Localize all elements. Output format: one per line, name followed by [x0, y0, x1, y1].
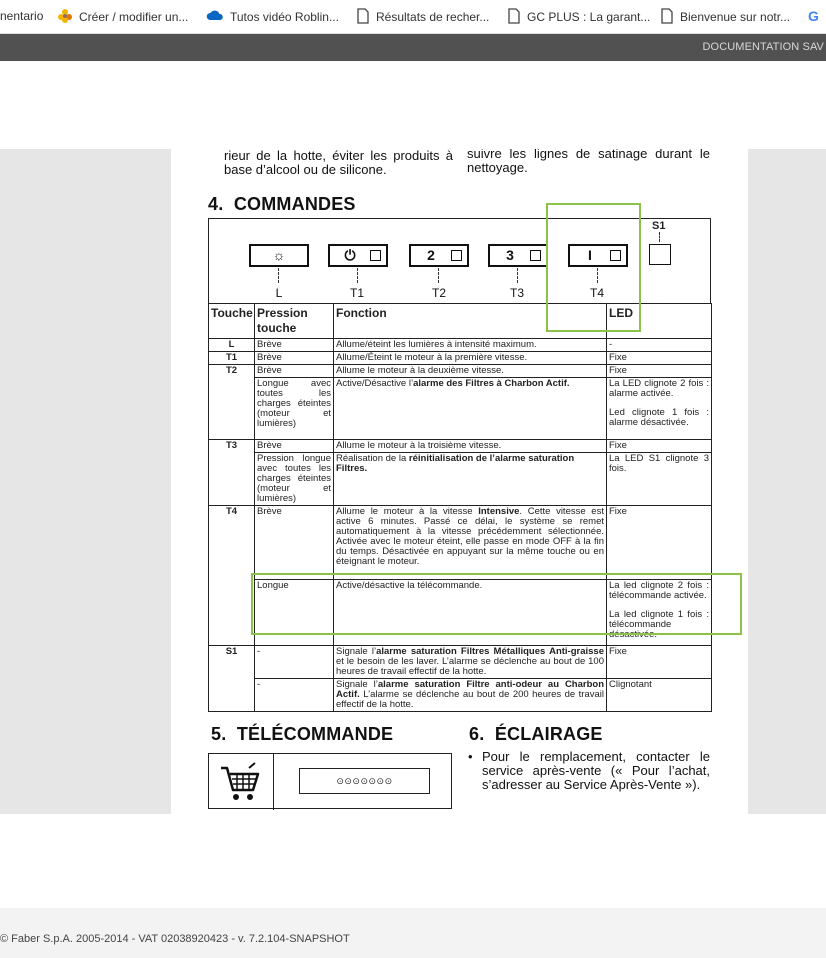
- key-symbol: 3: [506, 247, 514, 263]
- key-light: [249, 244, 309, 267]
- cell-press: -: [255, 646, 334, 679]
- bookmark-item[interactable]: [660, 8, 790, 26]
- text-run: Signale l’: [336, 646, 377, 657]
- bookmark-item[interactable]: [57, 8, 188, 26]
- cell-function: Allume le moteur à la troisième vitesse.: [334, 440, 607, 453]
- shopping-cart-icon: [219, 762, 261, 804]
- cell-function: Allume/éteint les lumières à intensité maximum.: [334, 339, 607, 352]
- key-label: T2: [431, 286, 446, 300]
- cell-function: Allume le moteur à la deuxième vitesse.: [334, 365, 607, 378]
- header-pression: Pression touche: [255, 304, 334, 339]
- header-led: LED: [607, 304, 712, 339]
- cell-press: Longue avec toutes les charges éteintes (moteur et lumières): [255, 378, 334, 440]
- cell-led: [607, 378, 712, 440]
- bookmark-label: Créer / modifier un...: [79, 10, 189, 24]
- key-leader: [517, 268, 518, 283]
- remote-display: ⊙⊙⊙⊙⊙⊙⊙: [299, 768, 430, 794]
- top-nav: [0, 34, 826, 61]
- flower-icon: [57, 8, 73, 24]
- documentation-sav-link[interactable]: DOCUMENTATION SAV: [702, 41, 824, 53]
- cell-led: Clignotant: [607, 679, 712, 712]
- key-symbol: I: [588, 247, 592, 263]
- section-title: ÉCLAIRAGE: [494, 724, 603, 744]
- footer-copyright: © Faber S.p.A. 2005-2014 - VAT 02038920423 - v. 7.2.104-SNAPSHOT: [0, 933, 350, 945]
- power-icon: ⏻: [344, 247, 356, 263]
- cell-led: [607, 580, 712, 646]
- cell-led: Fixe: [607, 365, 712, 378]
- cell-function: [334, 453, 607, 506]
- key-label: T4: [589, 286, 604, 300]
- led-text: La led clignote 1 fois : télécommande désactivée.: [609, 609, 709, 640]
- section-6-heading: [469, 724, 603, 745]
- section-number: 5.: [211, 724, 227, 744]
- key-label: T1: [349, 286, 364, 300]
- text-run-bold: réinitialisation de l’alarme saturation Filtres.: [336, 453, 575, 474]
- text-run-bold: alarme saturation Filtres Métalliques Anti-graisse: [376, 646, 604, 657]
- cell-led: -: [607, 339, 712, 352]
- text-run-bold: alarme saturation Filtre anti-odeur au Charbon Actif.: [336, 679, 604, 700]
- section-5-heading: [211, 724, 393, 745]
- page-icon: [507, 8, 521, 24]
- section-4-heading: [208, 194, 356, 215]
- table-row: [209, 440, 712, 453]
- bookmark-item[interactable]: [507, 8, 650, 26]
- key-leader: [438, 268, 439, 283]
- cell-led: Fixe: [607, 352, 712, 365]
- table-row: [209, 506, 712, 580]
- cell-function: Allume/Éteint le moteur à la première vitesse.: [334, 352, 607, 365]
- text-run: . Cette vitesse est active 6 minutes. Passé ce délai, le système se remet automatiquement à la vitesse précédemment sélectionnée. Activée avec le moteur éteint, elle passe en mode OFF à la fin du temps. Désactivée en appuyant sur la même touche ou en éteignant le moteur.: [336, 506, 604, 567]
- text-run-bold: alarme des Filtres à Charbon Actif.: [413, 378, 570, 389]
- text-run: Réalisation de la: [336, 453, 409, 464]
- key-led-box: [530, 250, 541, 261]
- led-text: Led clignote 1 fois : alarme désactivée.: [609, 407, 709, 428]
- cell-press: Brève: [255, 506, 334, 580]
- section-title: TÉLÉCOMMANDE: [236, 724, 394, 744]
- cell-key: T4: [209, 506, 255, 646]
- text-run-bold: Intensive: [478, 506, 520, 517]
- cell-press: Brève: [255, 365, 334, 378]
- page-icon: [356, 8, 370, 24]
- cell-function: [334, 646, 607, 679]
- table-row: [209, 378, 712, 440]
- cell-press: Brève: [255, 339, 334, 352]
- key-led-box: [610, 250, 621, 261]
- key-t4: [568, 244, 628, 267]
- key-led-box: [451, 250, 462, 261]
- google-icon[interactable]: G: [808, 8, 819, 24]
- section-number: 4.: [208, 194, 224, 214]
- commands-table: [208, 303, 712, 712]
- bookmark-label: nentario: [0, 9, 44, 23]
- bookmark-label: Tutos vidéo Roblin...: [230, 10, 339, 24]
- s1-label: S1: [652, 220, 666, 232]
- cell-press: Brève: [255, 440, 334, 453]
- cell-function: Active/désactive la télécommande.: [334, 580, 607, 646]
- cell-function: [334, 506, 607, 580]
- document-viewer[interactable]: [0, 149, 826, 814]
- bookmark-item[interactable]: [206, 8, 339, 26]
- bookmark-label: GC PLUS : La garant...: [527, 10, 651, 24]
- cell-press: Brève: [255, 352, 334, 365]
- led-text: La LED clignote 2 fois : alarme activée.: [609, 378, 709, 399]
- table-header-row: [209, 304, 712, 339]
- key-label: L: [275, 286, 283, 300]
- key-t2: [409, 244, 469, 267]
- text-run: Allume le moteur à la vitesse: [336, 506, 479, 517]
- cell-press: Longue: [255, 580, 334, 646]
- table-row: [209, 646, 712, 679]
- paragraph-top-right: suivre les lignes de satinage durant le nettoyage.: [467, 149, 710, 175]
- remote-diagram: [208, 753, 452, 809]
- cell-key: T1: [209, 352, 255, 365]
- cell-function: [334, 679, 607, 712]
- text-run: Signale l’: [336, 679, 378, 690]
- cell-key: T3: [209, 440, 255, 506]
- bookmark-item[interactable]: [356, 8, 489, 26]
- footer: [0, 908, 826, 958]
- key-leader: [597, 268, 598, 283]
- bullet: •: [468, 749, 473, 764]
- key-label: T3: [509, 286, 524, 300]
- table-row: [209, 453, 712, 506]
- header-touche: Touche: [209, 304, 255, 339]
- key-t3: [488, 244, 548, 267]
- header-fonction: Fonction: [334, 304, 607, 339]
- cell-led: La LED S1 clignote 3 fois.: [607, 453, 712, 506]
- key-t1: [328, 244, 388, 267]
- section-number: 6.: [469, 724, 485, 744]
- cloud-icon: [206, 8, 224, 24]
- text-run: Active/Désactive l’: [336, 378, 414, 389]
- cell-led: Fixe: [607, 440, 712, 453]
- cell-function: [334, 378, 607, 440]
- sun-icon: ☼: [272, 247, 286, 263]
- document-page: [171, 149, 748, 814]
- table-row: [209, 365, 712, 378]
- text-run: et le besoin de les laver. L’alarme se déclenche au bout de 100 heures de travail effectif de la hotte.: [336, 656, 604, 677]
- s1-led: [649, 244, 671, 265]
- table-row: [209, 679, 712, 712]
- s1-leader: [659, 232, 660, 242]
- text-run: L’alarme se déclenche au bout de 200 heures de travail effectif de la hotte.: [336, 689, 604, 710]
- cell-key: S1: [209, 646, 255, 712]
- section-title: COMMANDES: [233, 194, 356, 214]
- bookmark-label: Résultats de recher...: [376, 10, 490, 24]
- section-6-text: Pour le remplacement, contacter le service après-vente (« Pour l’achat, s’adresser au Service Après-Vente »).: [482, 749, 710, 792]
- key-led-box: [370, 250, 381, 261]
- key-symbol: 2: [427, 247, 435, 263]
- led-text: La led clignote 2 fois : télécommande activée.: [609, 580, 709, 601]
- cell-press: -: [255, 679, 334, 712]
- table-row: [209, 352, 712, 365]
- page-icon: [660, 8, 674, 24]
- table-row: [209, 339, 712, 352]
- bookmark-label: Bienvenue sur notr...: [680, 10, 791, 24]
- key-leader: [357, 268, 358, 283]
- cell-press: Pression longue avec toutes les charges éteintes (moteur et lumières): [255, 453, 334, 506]
- cell-key: L: [209, 339, 255, 352]
- bookmark-item[interactable]: [0, 8, 43, 26]
- keypad-diagram: [208, 218, 711, 304]
- cell-led: Fixe: [607, 506, 712, 580]
- table-row: [209, 580, 712, 646]
- cell-led: Fixe: [607, 646, 712, 679]
- key-leader: [278, 268, 279, 283]
- bookmarks-bar: [0, 0, 826, 34]
- paragraph-top-left: rieur de la hotte, éviter les produits à base d’alcool ou de silicone.: [224, 149, 453, 177]
- remote-divider: [273, 754, 274, 810]
- cell-key: T2: [209, 365, 255, 440]
